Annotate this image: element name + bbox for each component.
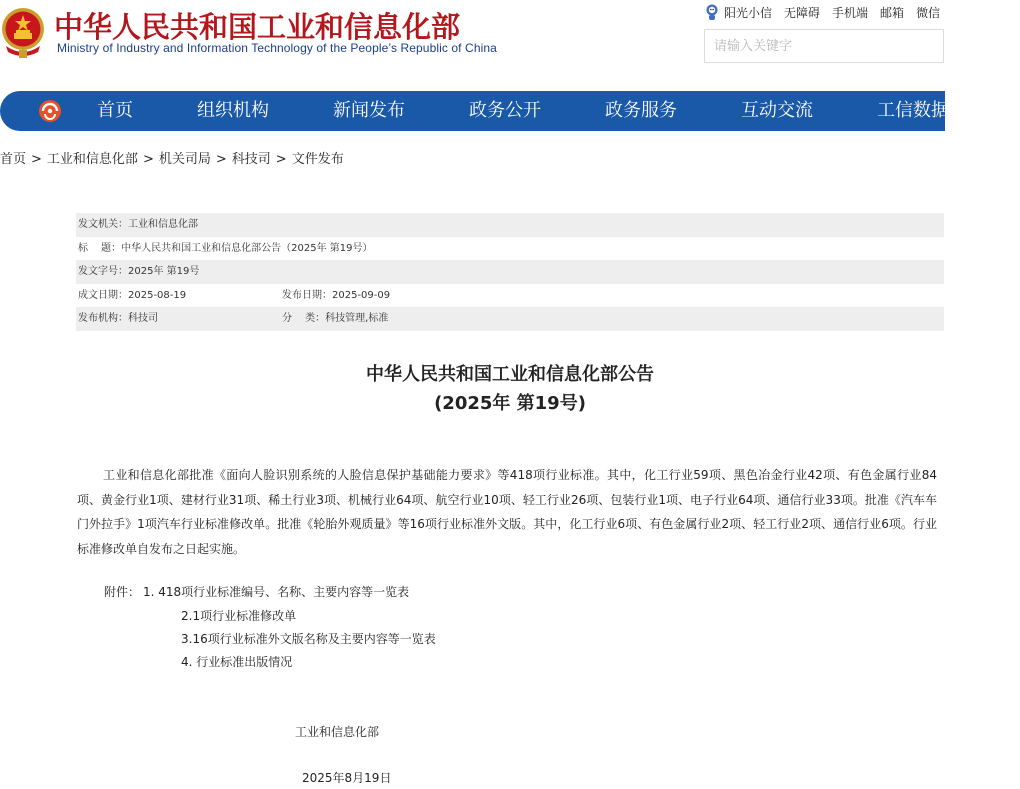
breadcrumb-ministry[interactable]: 工业和信息化部 <box>46 152 138 167</box>
breadcrumb-tech-dept[interactable]: 科技司 <box>231 152 271 167</box>
main-nav <box>0 91 949 131</box>
attachments-label: 附件： <box>104 585 141 599</box>
breadcrumb-separator: > <box>142 152 154 167</box>
top-link-wechat[interactable]: 微信 <box>916 5 941 20</box>
search-input[interactable] <box>704 29 944 63</box>
metadata-row <box>76 237 944 261</box>
top-link-sunshine[interactable]: 阳光小信 <box>724 5 773 20</box>
site-title-cn[interactable]: 中华人民共和国工业和信息化部 <box>54 10 461 44</box>
document-metadata <box>76 213 944 331</box>
national-emblem-icon[interactable] <box>0 6 46 58</box>
date-written-field: 成文日期：2025-08-19 <box>78 289 187 301</box>
breadcrumb-home[interactable]: 首页 <box>0 152 27 167</box>
breadcrumb-file-release[interactable]: 文件发布 <box>291 152 344 167</box>
title-field: 标 题：中华人民共和国工业和信息化部公告（2025年 第19号） <box>78 242 373 254</box>
nav-item-home[interactable]: 首页 <box>97 100 133 121</box>
site-title-en: Ministry of Industry and Information Technology of the People’s Republic of China <box>57 41 497 55</box>
breadcrumb-separator: > <box>31 152 42 167</box>
nav-item-interaction[interactable]: 互动交流 <box>741 100 813 121</box>
sign-date: 2025年8月19日 <box>302 771 392 785</box>
metadata-row <box>76 260 944 284</box>
miit-logo-icon[interactable] <box>38 99 62 123</box>
breadcrumb-separator: > <box>215 152 227 167</box>
attachment-link[interactable]: 3.16项行业标准外文版名称及主要内容等一览表 <box>181 632 436 646</box>
issuer-field: 发文机关：工业和信息化部 <box>78 219 198 230</box>
doc-number-field: 发文字号：2025年 第19号 <box>78 266 200 277</box>
site-header <box>0 0 941 88</box>
attachment-link[interactable]: 2.1项行业标准修改单 <box>181 609 297 623</box>
breadcrumb-departments[interactable]: 机关司局 <box>158 152 211 167</box>
category-field: 分 类：科技管理,标准 <box>282 313 389 324</box>
breadcrumb-separator: > <box>275 152 287 167</box>
date-published-field: 发布日期：2025-09-09 <box>282 289 391 301</box>
top-link-mail[interactable]: 邮箱 <box>880 5 905 20</box>
metadata-row <box>76 284 944 308</box>
top-link-accessibility[interactable]: 无障碍 <box>784 5 821 20</box>
nav-item-organization[interactable]: 组织机构 <box>197 100 269 121</box>
signature: 工业和信息化部 <box>295 725 380 739</box>
document-body: 工业和信息化部批准《面向人脸识别系统的人脸信息保护基础能力要求》等418项行业标准。其中，化工行业59项、黑色冶金行业42项、有色金属行业84项、黄金行业1项、建材行业31项、稀土行业3项、机械行业64项、航空行业10项、轻工行业26项、包装行业1项、电子行业64项、通信行业33项。批准《汽车车门外拉手》1项汽车行业标准修改单。批准《轮胎外观质量》等16项行业标准外文版。其中，化工行业6项、有色金属行业2项、轻工行业2项、通信行业6项。行业标准修改单自发布之日起实施。 <box>77 468 937 556</box>
nav-item-services[interactable]: 政务服务 <box>605 100 677 121</box>
agency-field: 发布机构：科技司 <box>78 313 158 324</box>
nav-item-news[interactable]: 新闻发布 <box>333 100 405 121</box>
metadata-row <box>76 307 944 331</box>
document-number: (2025年 第19号) <box>434 393 586 414</box>
mascot-icon[interactable] <box>704 3 720 21</box>
metadata-row <box>76 213 944 237</box>
breadcrumb <box>0 148 344 167</box>
nav-item-government-affairs[interactable]: 政务公开 <box>469 100 541 121</box>
attachment-link[interactable]: 4. 行业标准出版情况 <box>181 655 293 669</box>
nav-item-data[interactable]: 工信数据 <box>877 100 949 121</box>
document-title: 中华人民共和国工业和信息化部公告 <box>366 364 654 385</box>
top-link-mobile[interactable]: 手机端 <box>832 5 869 20</box>
top-links <box>704 3 940 21</box>
attachment-link[interactable]: 1. 418项行业标准编号、名称、主要内容等一览表 <box>143 585 410 599</box>
